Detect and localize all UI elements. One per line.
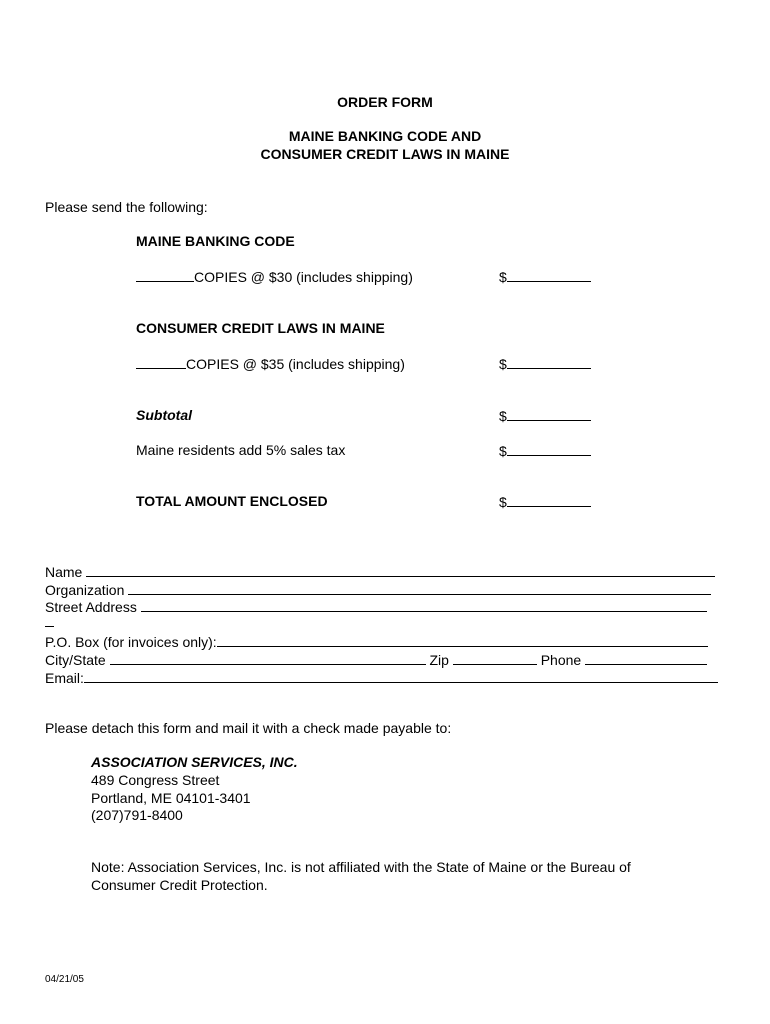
name-input[interactable] xyxy=(86,563,715,577)
currency-sign: $ xyxy=(499,269,507,285)
phone-input[interactable] xyxy=(585,651,707,665)
stray-underline xyxy=(45,626,54,627)
street-field xyxy=(45,598,707,616)
item-heading-consumer-credit: CONSUMER CREDIT LAWS IN MAINE xyxy=(136,320,385,336)
item-heading-banking-code: MAINE BANKING CODE xyxy=(136,233,295,249)
currency-sign: $ xyxy=(499,443,507,459)
po-box-field xyxy=(45,633,708,651)
city-state-label: City/State xyxy=(45,652,106,668)
item-copies-consumer-credit xyxy=(136,355,405,373)
street-label: Street Address xyxy=(45,599,137,615)
po-box-label: P.O. Box (for invoices only): xyxy=(45,634,217,650)
total-blank[interactable] xyxy=(507,493,591,507)
tax-blank[interactable] xyxy=(507,442,591,456)
name-label: Name xyxy=(45,564,83,580)
currency-sign: $ xyxy=(499,494,507,510)
amount-blank-banking-code[interactable] xyxy=(507,268,591,282)
note-line2: Consumer Credit Protection. xyxy=(91,877,268,893)
address-city: Portland, ME 04101-3401 xyxy=(91,790,251,806)
street-input[interactable] xyxy=(141,598,707,612)
copies-blank-banking-code[interactable] xyxy=(136,268,194,282)
subtotal-amount xyxy=(499,407,591,425)
form-subtitle-line1: MAINE BANKING CODE AND xyxy=(288,128,482,144)
zip-input[interactable] xyxy=(453,651,537,665)
copies-label-banking-code: COPIES @ $30 (includes shipping) xyxy=(194,269,413,285)
organization-label: Organization xyxy=(45,582,125,598)
subtotal-label: Subtotal xyxy=(136,407,192,423)
address-street: 489 Congress Street xyxy=(91,772,220,788)
po-box-input[interactable] xyxy=(217,633,708,647)
amount-blank-consumer-credit[interactable] xyxy=(507,355,591,369)
city-state-input[interactable] xyxy=(110,651,426,665)
amount-consumer-credit xyxy=(499,355,591,373)
address-phone: (207)791-8400 xyxy=(91,807,183,823)
currency-sign: $ xyxy=(499,408,507,424)
subtotal-blank[interactable] xyxy=(507,407,591,421)
name-field xyxy=(45,563,715,581)
item-copies-banking-code xyxy=(136,268,413,286)
phone-label: Phone xyxy=(540,652,582,668)
email-input[interactable] xyxy=(84,669,718,683)
organization-field xyxy=(45,581,711,599)
city-state-zip-phone-row xyxy=(45,651,707,669)
amount-banking-code xyxy=(499,268,591,286)
form-subtitle-line2: CONSUMER CREDIT LAWS IN MAINE xyxy=(260,146,510,162)
mail-instructions: Please detach this form and mail it with a check made payable to: xyxy=(45,720,452,736)
tax-label: Maine residents add 5% sales tax xyxy=(136,442,346,458)
total-label: TOTAL AMOUNT ENCLOSED xyxy=(136,493,328,509)
organization-input[interactable] xyxy=(128,581,711,595)
note-line1: Note: Association Services, Inc. is not affiliated with the State of Maine or the Bureau of xyxy=(91,859,631,875)
zip-label: Zip xyxy=(429,652,449,668)
email-label: Email: xyxy=(45,670,84,686)
copies-blank-consumer-credit[interactable] xyxy=(136,355,186,369)
tax-amount xyxy=(499,442,591,460)
address-org: ASSOCIATION SERVICES, INC. xyxy=(91,754,298,770)
form-title: ORDER FORM xyxy=(337,94,433,110)
currency-sign: $ xyxy=(499,356,507,372)
footer-date: 04/21/05 xyxy=(45,974,84,985)
email-field xyxy=(45,669,718,687)
intro-text: Please send the following: xyxy=(45,199,208,215)
copies-label-consumer-credit: COPIES @ $35 (includes shipping) xyxy=(186,356,405,372)
total-amount xyxy=(499,493,591,511)
